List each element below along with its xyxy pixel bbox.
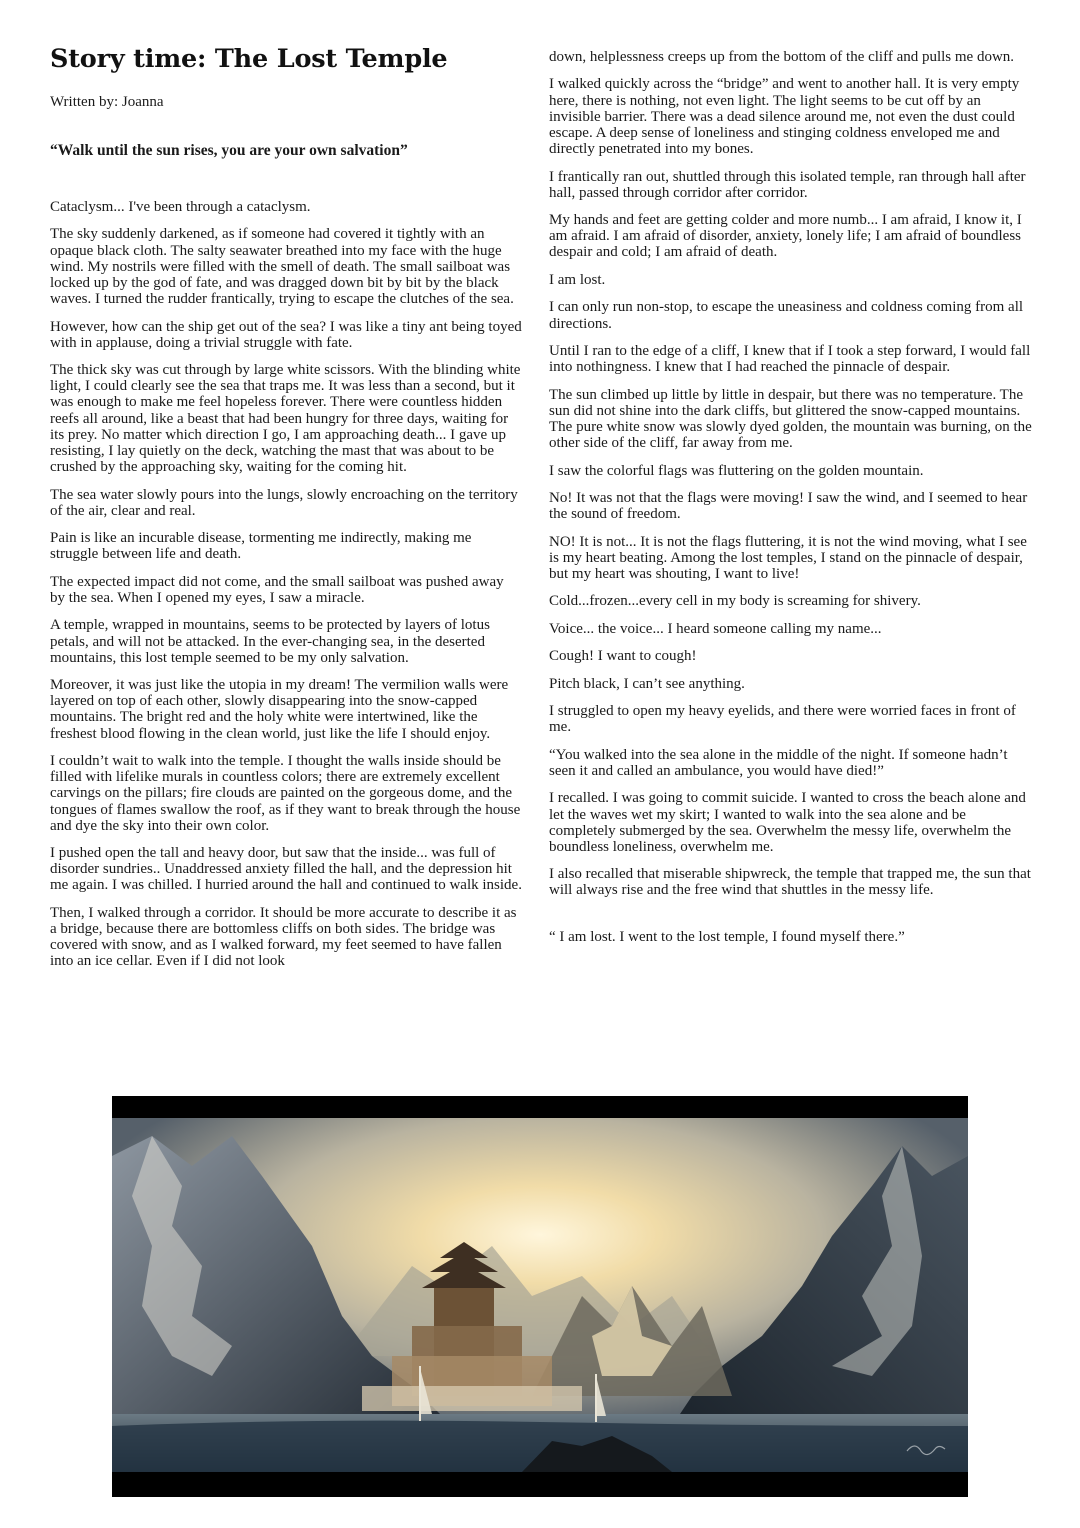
temple-among-mountains-image — [112, 1096, 968, 1497]
paragraph: The sky suddenly darkened, as if someone had covered it tightly with an opaque black cloth. The salty seawater breathed into my face with the huge wind. My nostrils were filled with the smell of death. The small sailboat was locked up by the god of fate, and was dragged down bit by bit by the black waves. I turned the rudder frantically, trying to escape the clutches of the sea. — [50, 226, 514, 308]
left-column — [50, 199, 522, 981]
paragraph: “You walked into the sea alone in the middle of the night. If someone hadn’t seen it and called an ambulance, you would have died!” — [549, 746, 1008, 779]
paragraph: I couldn’t wait to walk into the temple. I thought the walls inside should be filled with lifelike murals in countless colors; there are extremely excellent carvings on the pillars; fire clouds are painted on the gorgeous dome, and the tongues of flames swallow the roof, as if they want to break through the house and dye the sky into their own color. — [50, 753, 521, 834]
paragraph: The expected impact did not come, and the small sailboat was pushed away by the sea. When I opened my eyes, I saw a miracle. — [50, 573, 504, 606]
paragraph: The thick sky was cut through by large white scissors. With the blinding white light, I could clearly see the sea that traps me. It was less than a second, but it was enough to make me feel hopeless forever. There were countless hidden reefs all around, like a beast that had been hungry for three days, waiting for its prey. No matter which direction I go, I am approaching death... I gave up resisting, I lay quietly on the deck, watching the mast that was about to be crushed by the approaching sky, waiting for the coming hit. — [50, 362, 521, 476]
paragraph: No! It was not that the flags were moving! I saw the wind, and I seemed to hear the sound of freedom. — [549, 489, 1028, 523]
article-tagline: “Walk until the sun rises, you are your own salvation” — [50, 142, 408, 159]
paragraph: Cataclysm... I've been through a cataclysm. — [50, 199, 311, 215]
paragraph: Until I ran to the edge of a cliff, I knew that if I took a step forward, I would fall into nothingness. I knew that I had reached the pinnacle of despair. — [549, 342, 1031, 376]
paragraph: Then, I walked through a corridor. It should be more accurate to describe it as a bridge, because there are bottomless cliffs on both sides. The bridge was covered with snow, and as I walked forward, my feet seemed to have fallen into an ice cellar. Even if I did not look — [50, 904, 517, 970]
paragraph: The sea water slowly pours into the lungs, slowly encroaching on the territory of the air, clear and real. — [50, 486, 518, 519]
paragraph: NO! It is not... It is not the flags fluttering, it is not the wind moving, what I see is my heart beating. Among the lost temples, I stand on the pinnacle of despair, but my heart was shouting, I want to live! — [549, 533, 1027, 582]
paragraph: I struggled to open my heavy eyelids, and there were worried faces in front of me. — [549, 703, 1016, 736]
paragraph: Voice... the voice... I heard someone calling my name... — [549, 620, 882, 637]
paragraph: I can only run non-stop, to escape the uneasiness and coldness coming from all directions. — [549, 299, 1024, 332]
paragraph: The sun climbed up little by little in despair, but there was no temperature. The sun did not shine into the dark cliffs, but glittered the snow-capped mountains. The pure white snow was slowly dyed golden, the mountain was burning, on the other side of the cliff, far away from me. — [549, 386, 1032, 452]
paragraph: I walked quickly across the “bridge” and went to another hall. It is very empty here, there is nothing, not even light. The light seems to be cut off by an invisible barrier. There was a dead silence around me, not even the dust could escape. A deep sense of loneliness and stinging coldness enveloped me and directly penetrated into my bones. — [549, 76, 1020, 158]
paragraph: I am lost. — [549, 271, 606, 288]
paragraph: However, how can the ship get out of the sea? I was like a tiny ant being toyed with in applause, doing a trivial struggle with fate. — [50, 318, 522, 351]
paragraph: Pain is like an incurable disease, tormenting me indirectly, making me struggle between life and death. — [50, 530, 472, 563]
paragraph: Cold...frozen...every cell in my body is screaming for shivery. — [549, 593, 921, 610]
paragraph: Moreover, it was just like the utopia in my dream! The vermilion walls were layered on top of each other, slowly disappearing into the snow-capped mountains. The bright red and the holy white were intertwined, like the freshest blood flowing in the clean world, just like the life I should enjoy. — [50, 677, 509, 742]
paragraph: I saw the colorful flags was fluttering on the golden mountain. — [549, 462, 924, 479]
closing-quote: “ I am lost. I went to the lost temple, I found myself there.” — [549, 928, 905, 945]
paragraph: I frantically ran out, shuttled through this isolated temple, ran through hall after hall, passed through corridor after corridor. — [549, 168, 1026, 201]
paragraph: I also recalled that miserable shipwreck, the temple that trapped me, the sun that will always rise and the free wind that shuttles in the messy life. — [549, 866, 1031, 899]
spacer — [549, 910, 1035, 929]
article-byline: Written by: Joanna — [50, 94, 164, 110]
paragraph: I pushed open the tall and heavy door, but saw that the inside... was full of disorder sundries.. Unaddressed anxiety filled the hall, and the depression hit me again. I was chilled. I hurried around the hall and continued to walk inside. — [50, 845, 522, 894]
article-title: Story time: The Lost Temple — [50, 44, 448, 74]
right-column — [549, 49, 1035, 956]
paragraph: I recalled. I was going to commit suicide. I wanted to cross the beach alone and let the waves wet my skirt; I wanted to walk into the sea alone and be completely submerged by the sea. Overwhelm the messy life, overwhelm the boundless loneliness, overwhelm me. — [549, 790, 1026, 855]
paragraph: Cough! I want to cough! — [549, 648, 697, 665]
temple-illustration — [112, 1096, 968, 1497]
paragraph: A temple, wrapped in mountains, seems to be protected by layers of lotus petals, and will not be attacked. In the ever-changing sea, in the deserted mountains, this lost temple seemed to be my only salvation. — [50, 617, 490, 666]
letterbox-bottom — [112, 1472, 968, 1497]
paragraph: down, helplessness creeps up from the bottom of the cliff and pulls me down. — [549, 49, 1015, 65]
paragraph: My hands and feet are getting colder and more numb... I am afraid, I know it, I am afraid. I am afraid of disorder, anxiety, lonely life; I am afraid of boundless despair and cold; I am afraid of death. — [549, 212, 1022, 261]
paragraph: Pitch black, I can’t see anything. — [549, 675, 745, 692]
letterbox-top — [112, 1096, 968, 1118]
